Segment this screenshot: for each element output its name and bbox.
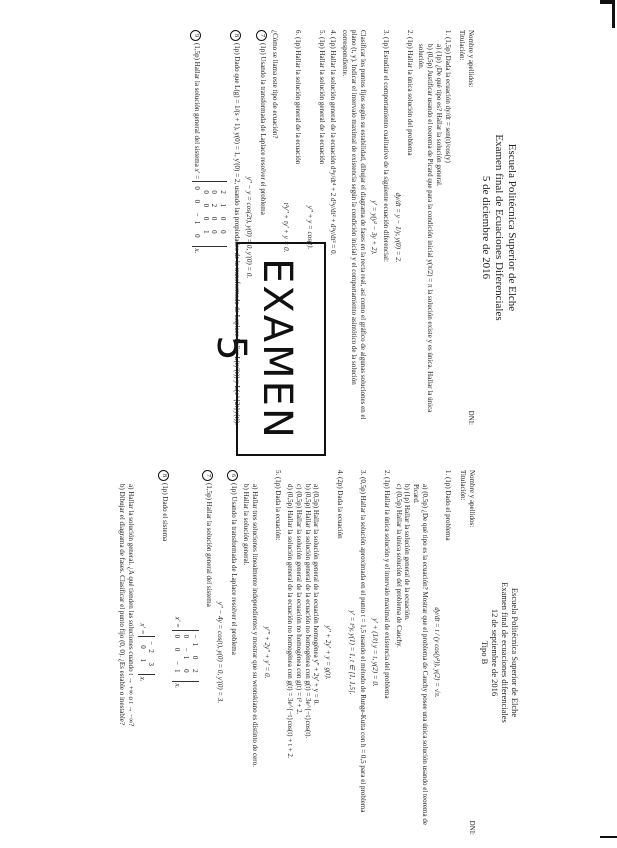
- exam-right-q8-text: (1p) Dado el sistema: [161, 483, 170, 542]
- exam-left-q3-text: 3. (1p) Estudiar el comportamiento cualitativo de la siguiente ecuación diferencial:: [382, 30, 391, 262]
- exam-left-q2: [393, 30, 414, 425]
- exam-left-q2-text: 2. (1p) Hallar la única solución del problema: [405, 30, 414, 156]
- exam-right-q5-formula: y''' + 2y'' + y' = 0.: [262, 626, 271, 679]
- exam-left-q7-circle: 7: [256, 30, 267, 41]
- exam-left-q9-circle: 9: [190, 30, 201, 41]
- exam-left-q5-formula: y'' + y = cos(t).: [305, 205, 314, 250]
- exam-left-name-label: Nombre y apellidos:: [467, 30, 476, 88]
- exam-left-q5-text: 5. (1p) Hallar la solución general de la ecuación: [317, 30, 326, 165]
- exam-right-q6-circle: 6: [227, 470, 238, 481]
- exam-right-q5: [241, 470, 282, 835]
- exam-right-header: [480, 470, 520, 835]
- exam-right-q8-b: b) Dibujar el diagrama de fases. Clasificar el punto fijo (0, 0). ¿Es estable o inestable?: [118, 484, 127, 726]
- exam-right-q4-b: b) (0,5p) Hallar la solución general de la ecuación no homogénea con g(t) = 3e^{−t}cos(t).: [303, 484, 312, 739]
- exam-left-q2-formula: dy/dt = y − 1/y, y(0) = 2.: [393, 192, 402, 263]
- exam-right-q6: [216, 470, 239, 835]
- matrix-row: −1 0 2: [190, 634, 199, 677]
- exam-left-q9-matrix: [192, 181, 227, 246]
- exam-right-q2-text: 2. (1p) Hallar la única solución y el intervalo maximal de existencia del problema: [382, 470, 391, 699]
- exam-right-q1-c: c) (0,5p) Hallar la única solución del problema de Cauchy.: [394, 484, 403, 648]
- matrix-row: 0 1: [138, 645, 147, 666]
- exam-right-meta: [458, 470, 476, 835]
- exam-left-q7-formula: y'' − y = cos(2t), y(0) = 0, y'(0) = 0.: [244, 176, 253, 279]
- exam-left-q6-note: ¿Cómo se llama este tipo de ecuación?: [270, 30, 279, 139]
- exam-right-q6-formula: y'' − 4y = cos(t), y(0) = 0, y'(0) = 3.: [216, 601, 225, 704]
- exam-right-q1-text: 1. (1p) Dado el problema: [444, 470, 453, 541]
- matrix-row: 0 −1 0: [181, 634, 190, 677]
- matrix-row: −2 3: [147, 641, 156, 670]
- exam-right-degree-label: Titulación:: [459, 470, 468, 501]
- exam-stamp-text: EXAMEN 5: [208, 258, 300, 440]
- exam-left-meta: [458, 30, 476, 425]
- exam-right-q7-matrix: [172, 630, 198, 682]
- corner-mark-bottom: [600, 836, 617, 838]
- exam-right-q8-a: a) Hallar la solución general. ¿A qué tienden las soluciones cuando t → +∞ o t → −∞?: [126, 484, 135, 727]
- exam-right-q4-a: a) (0,5p) Hallar la solución general de la ecuación homogénea y'' + 2y' + y = 0.: [312, 484, 321, 705]
- matrix-row: 0 0 −1: [173, 634, 182, 677]
- exam-right-q3-formula: y' = t²y, y(1) = 1, t ∈ [1, 1,5].: [347, 610, 356, 695]
- matrix-row: 2 1 0 0: [219, 190, 228, 238]
- exam-right-q8-matrix: [138, 636, 156, 675]
- exam-left-q9-text: (1,5p) Hallar la solución general del sistema: [192, 43, 201, 167]
- exam-left-q1-b: b) (0,5p) Justificar usando el teorema de Picard que para la condición inicial y(π/2) = π la solución existe y es única. Hallar la única solución.: [417, 44, 435, 413]
- exam-right-q4-text: 4. (2p) Dada la ecuación: [335, 470, 344, 539]
- exam-left-dni-label: DNI:: [467, 410, 476, 425]
- exam-left-q3-instructions: Clasificar los puntos fijos según su estabilidad, dibujar el diagrama de fases en la recta real, así como el gráfico de algunas soluciones en el plano (t, y). Indicar el intervalo maximal de existencia según la condición inicial y el comportamiento asintótico de la solución correspondiente.: [341, 30, 367, 420]
- exam-right-q5-text: 5. (1p) Dada la ecuación:: [274, 470, 283, 541]
- exam-left-q1: [417, 30, 452, 425]
- exam-left-title: Examen final de Ecuaciones Diferenciales: [493, 134, 506, 321]
- exam-right-q1-b: b) (1p) Hallar la solución general de la ecuación.: [403, 484, 412, 621]
- exam-left-institution: Escuela Politécnica Superior de Elche: [506, 143, 518, 312]
- exam-right-date: 12 de septiembre de 2016: [489, 608, 500, 697]
- exam-left-q5: [305, 30, 326, 425]
- exam-right-q5-a: a) Hallar tres soluciones linealmente independientes y mostrar que su wronskiano es distinto de cero.: [250, 484, 259, 767]
- exam-left-q4: 4. (1p) Hallar la solución general de la ecuación d⁴y/dt⁴ + 2 d²y/dt² + d²y/dt² = 0.: [329, 30, 338, 256]
- exam-right-q3: [347, 470, 368, 835]
- matrix-row: 0 2 0 0: [210, 190, 219, 238]
- exam-right-q4: [285, 470, 344, 835]
- exam-left-q6: [270, 30, 302, 425]
- exam-left-q6-formula: t²y'' + ty' + y = 0.: [282, 202, 291, 253]
- exam-right-institution: Escuela Politécnica Superior de Elche: [510, 587, 520, 718]
- exam-right-q1-a: a) (0,5p) ¿De qué tipo es la ecuación? Mostrar que el problema de Cauchy posee una única solución usando el teorema de Picard.: [412, 484, 429, 825]
- exam-right-name-label: Nombre y apellidos:: [467, 470, 476, 528]
- exam-left-q1-intro: 1. (1,5p) Dada la ecuación dy/dt = sen(t)/cos(y): [443, 30, 452, 163]
- exam-left-degree-label: Titulación:: [458, 30, 467, 61]
- exam-right-q1-formula: dy/dt = t / (y cos(y²)), y(2) = √π.: [432, 607, 441, 698]
- matrix-row: 0 0 −1 0: [192, 186, 201, 242]
- exam-right-q4-d: d) (0,5p) Hallar la solución general de la ecuación no homogénea con g(t) = 3e^{−t}cos(t) + t + 2.: [286, 484, 295, 759]
- exam-left-q8-text: (1p) Dado que L(g) = 1/(s + 1), y(0) = 1, y'(0) = 2, usando las propiedades de la transformada de Laplace hallar L(ty'(t)) y L(e^{2t}y(t)).: [233, 43, 242, 425]
- exam-right-dni-label: DNI:: [467, 820, 476, 835]
- exam-right-title: Examen final de ecuaciones diferenciales: [499, 582, 510, 723]
- exam-right-q4-c: c) (0,5p) Hallar la solución general de la ecuación no homogénea con g(t) = t² + 2.: [294, 484, 303, 715]
- exam-left-q1-a: a) (1p) ¿De qué tipo es? Hallar la solución general.: [434, 44, 443, 187]
- exam-right-q7: 7(1,5p) Hallar la solución general del sistema x' = −1 0 2 0 −1 0 0 0 −1 x.: [172, 470, 212, 835]
- exam-right-q7-text: (1,5p) Hallar la solución general del sistema: [204, 483, 213, 607]
- exam-left-q7-text: (1p) Usando la transformada de Laplace resolver el problema: [258, 43, 267, 215]
- exam-left-date: 5 de diciembre de 2016: [480, 175, 493, 280]
- corner-mark-top-vertical: [612, 0, 615, 28]
- exam-left-q7: [244, 30, 267, 425]
- exam-right-q5-b: b) Hallar la solución general.: [242, 484, 251, 566]
- exam-right-q2: [370, 470, 391, 835]
- exam-left-q8: [230, 30, 241, 425]
- exam-left-q8-circle: 8: [230, 30, 241, 41]
- exam-right-q1: [394, 470, 453, 835]
- exam-left-q6-text: 6. (1p) Hallar la solución general de la ecuación: [294, 30, 303, 165]
- exam-right-q8: 8(1p) Dado el sistema x' = −2 3 0 1 x. a) Hallar la solución general. ¿A qué tienden las soluciones cuando t → +∞ o t → −∞? b) Dibujar el diagrama de fases. Clasificar el punto fijo (0, 0). ¿Es estable o inestable?: [117, 470, 169, 835]
- exam-right-q2-formula: y' + (1/t) y = t, y(2) = 0.: [371, 618, 380, 687]
- exam-left-q9: 9(1,5p) Hallar la solución general del sistema x' = 2 1 0 0 0 2 0 0 0 0 0 1 0 0 −1 0 x.: [190, 30, 227, 425]
- exam-right-q6-text: (1p) Usando la transformada de Laplace resolver el problema: [230, 483, 239, 655]
- exam-left-q3-formula: y' = y(y² − 3y + 2).: [370, 200, 379, 255]
- exam-left-q3: [340, 30, 390, 425]
- exam-right-type: Tipo B: [479, 640, 490, 665]
- exam-right-q3-text: 3. (0,5p) Hallar la solución aproximada en el punto t = 1,5 usando el método de Runge-Kutta con h = 0,5 para el problema: [359, 470, 368, 813]
- exam-right-q4-formula: y'' + 2y' + y = g(t).: [324, 625, 333, 680]
- exam-right-q7-circle: 7: [202, 470, 213, 481]
- matrix-row: 0 0 0 1: [201, 190, 210, 238]
- exam-left-header: [479, 30, 518, 425]
- exam-right-q8-circle: 8: [158, 470, 169, 481]
